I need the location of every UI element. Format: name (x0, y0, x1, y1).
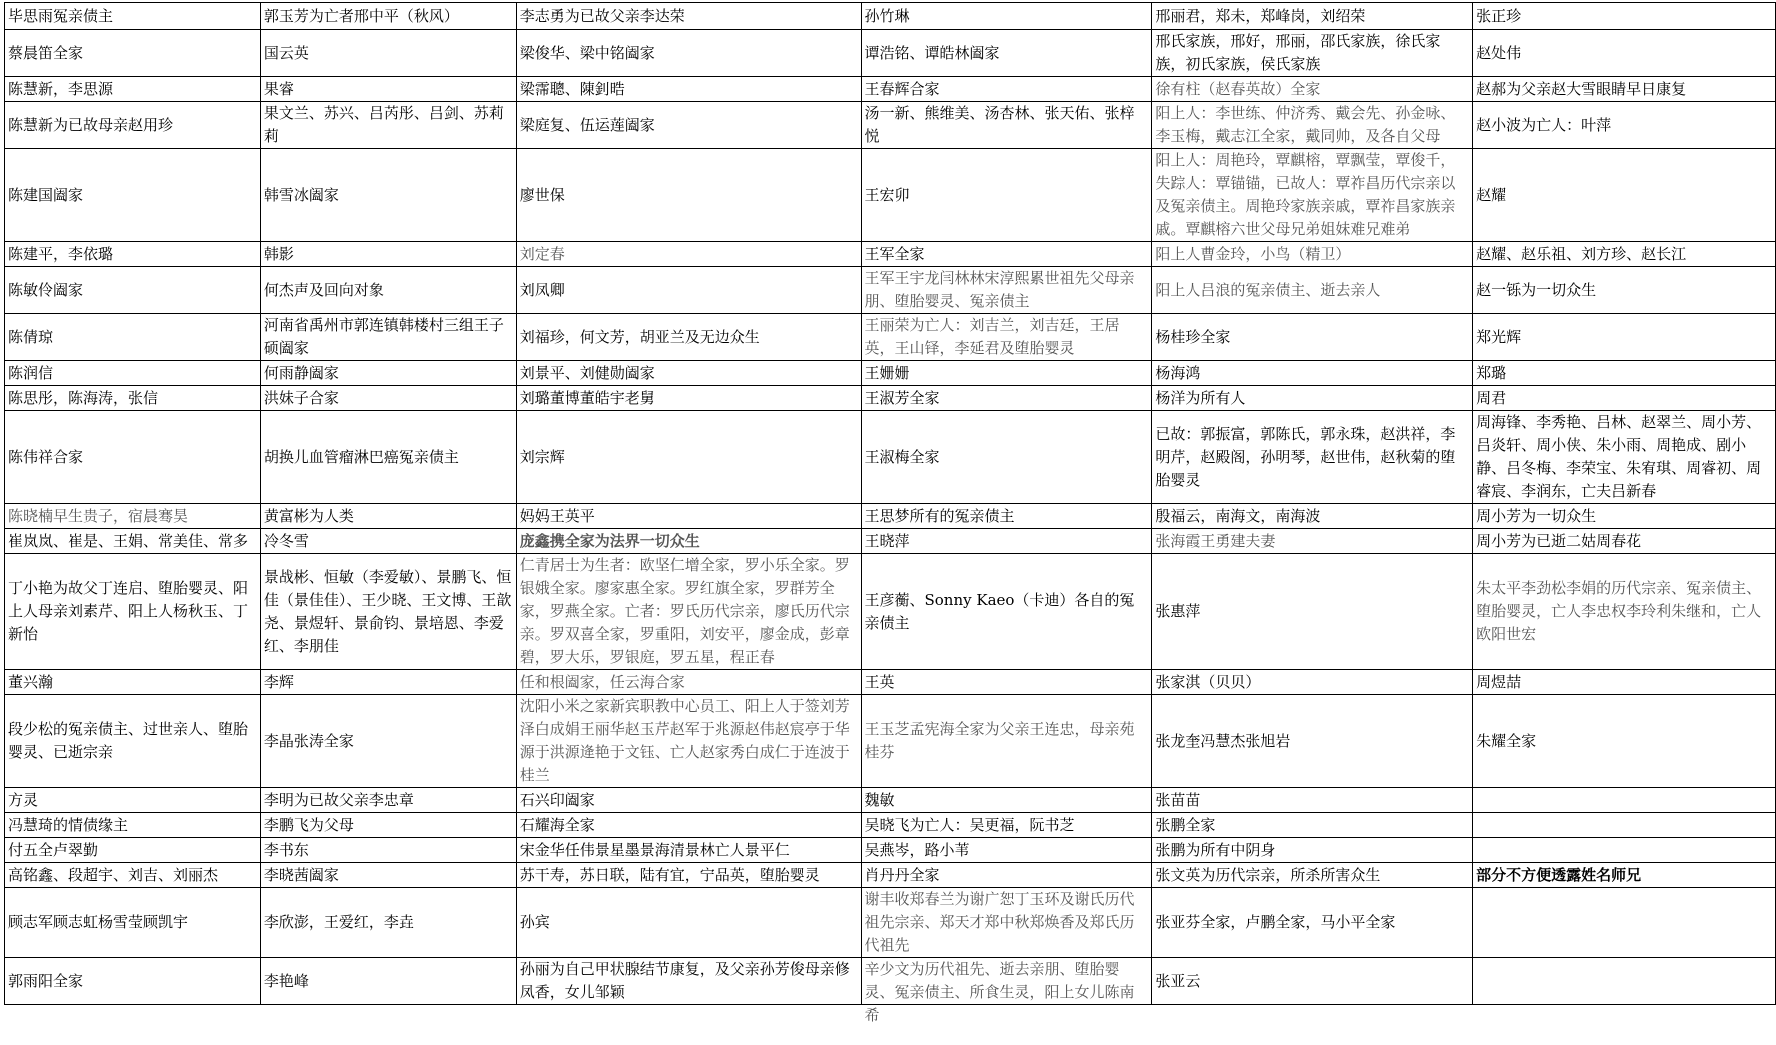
table-row (5, 267, 1776, 314)
table-cell (861, 242, 1152, 267)
cell-text: 部分不方便透露姓名师兄 (1476, 865, 1642, 884)
cell-text: 付五全卢翠勤 (8, 840, 99, 859)
table-cell (516, 386, 861, 411)
cell-text: 李艳峰 (263, 971, 309, 990)
cell-text: 魏敏 (864, 790, 895, 809)
table-cell (1152, 958, 1473, 1005)
table-cell (1152, 386, 1473, 411)
table-cell (260, 314, 516, 361)
table-cell (516, 529, 861, 554)
table-cell (5, 529, 261, 554)
cell-text: 刘福珍，何文芳，胡亚兰及无边众生 (519, 327, 760, 346)
cell-text: 吴燕岑，路小苇 (864, 840, 970, 859)
table-row (5, 529, 1776, 554)
cell-text: 吴晓飞为亡人：吴更福，阮书芝 (864, 815, 1075, 834)
table-cell (861, 838, 1152, 863)
cell-text: 刘定春 (519, 244, 565, 263)
table-row (5, 102, 1776, 149)
table-cell (5, 361, 261, 386)
cell-text: 沈阳小米之家新宾职教中心员工、阳上人于签刘芳泽白成娟王丽华赵玉芹赵军于兆源赵伟赵宸亭于华源于洪源逄艳于文钰、亡人赵家秀白成仁于连波于桂兰 (519, 697, 850, 784)
table-row (5, 77, 1776, 102)
cell-text: 张海霞王勇建夫妻 (1155, 531, 1276, 550)
cell-text: 邢丽君，郑未，郑峰岗，刘绍荣 (1155, 6, 1366, 25)
cell-text: 宋金华任伟景星墨景海清景林亡人景平仁 (519, 840, 790, 859)
cell-text: 李明为已故父亲李忠章 (263, 790, 414, 809)
cell-text: 孙丽为自己甲状腺结节康复，及父亲孙芳俊母亲修凤香，女儿邹颖 (519, 960, 850, 1001)
table-cell (516, 77, 861, 102)
table-row (5, 788, 1776, 813)
table-cell (5, 695, 261, 788)
table-cell (260, 529, 516, 554)
cell-text: 刘璐董博董皓宇老舅 (519, 388, 655, 407)
table-cell (861, 102, 1152, 149)
table-cell (1152, 77, 1473, 102)
table-cell (260, 361, 516, 386)
table-cell (1152, 788, 1473, 813)
table-row (5, 242, 1776, 267)
table-cell (1473, 888, 1776, 958)
cell-text: 景战彬、恒敏（李爱敏）、景鹏飞、恒佳（景佳佳）、王少晓、王文博、王歆尧、景煜轩、景俞钧、景培恩、李爱红、李朋佳 (263, 567, 512, 655)
table-cell (516, 813, 861, 838)
cell-text: 李欣澎，王爱红，李垚 (263, 913, 414, 931)
table-cell (1152, 102, 1473, 149)
table-row (5, 149, 1776, 242)
cell-text: 孙竹琳 (864, 6, 910, 25)
table-cell (260, 102, 516, 149)
cell-text: 王淑芳全家 (864, 388, 940, 407)
table-cell (1152, 30, 1473, 77)
table-cell (1152, 314, 1473, 361)
table-cell (5, 242, 261, 267)
cell-text: 河南省禹州市郭连镇韩楼村三组王子硕阖家 (263, 316, 504, 357)
table-row (5, 361, 1776, 386)
cell-text: 已故：郭振富，郭陈氏，郭永珠，赵洪祥，李明芹，赵殿阁，孙明琴，赵世伟，赵秋菊的堕胎婴灵 (1155, 424, 1456, 489)
cell-text: 王姗姗 (864, 363, 910, 382)
cell-text: 洪妹子合家 (263, 388, 339, 407)
table-cell (260, 3, 516, 30)
table-cell (260, 670, 516, 695)
table-cell (1152, 361, 1473, 386)
table-body (5, 3, 1776, 1024)
cell-text: 周海锋、李秀艳、吕林、赵翠兰、周小芳、吕炎轩、周小侠、朱小雨、周艳成、剧小静、吕冬梅、李荣宝、朱宥琪、周睿初、周睿宸、李润东，亡夫吕新春 (1476, 413, 1762, 500)
table-cell (516, 361, 861, 386)
table-cell (1152, 554, 1473, 670)
table-cell (1473, 30, 1776, 77)
cell-text: 陈伟祥合家 (8, 447, 84, 466)
cell-text: 果睿 (263, 79, 294, 98)
table-cell (1152, 411, 1473, 504)
table-cell (1473, 554, 1776, 670)
cell-text: 张鹏全家 (1155, 815, 1216, 834)
table-row (5, 695, 1776, 788)
table-row (5, 3, 1776, 30)
cell-text: 胡换儿血管瘤淋巴癌冤亲债主 (263, 447, 459, 466)
cell-text: 谭浩铭、谭皓林阖家 (864, 43, 1000, 62)
table-cell (260, 386, 516, 411)
table-row (5, 554, 1776, 670)
table-cell (516, 149, 861, 242)
table-cell (1473, 314, 1776, 361)
cell-text: 杨洋为所有人 (1155, 388, 1246, 407)
table-cell (516, 958, 861, 1005)
table-cell (516, 102, 861, 149)
cell-text: 庞鑫携全家为法界一切众生 (519, 531, 700, 550)
table-cell (1473, 267, 1776, 314)
cell-text: 赵小波为亡人：叶萍 (1476, 115, 1612, 134)
table-cell (1152, 242, 1473, 267)
table-row (5, 411, 1776, 504)
cell-text: 张文英为历代宗亲，所杀所害众生 (1155, 865, 1381, 884)
table-cell (1152, 3, 1473, 30)
cell-text: 何雨静阖家 (263, 363, 339, 382)
table-cell (516, 504, 861, 529)
table-cell (861, 149, 1152, 242)
cell-text: 张亚云 (1155, 971, 1201, 990)
cell-text: 张惠萍 (1155, 602, 1201, 620)
cell-text: 赵郝为父亲赵大雪眼睛早日康复 (1476, 79, 1687, 98)
table-cell (516, 838, 861, 863)
cell-text: 崔岚岚、崔是、王娟、常美佳、常多 (8, 531, 249, 550)
cell-text: 阳上人：李世练、仲济秀、戴会先、孙金咏、李玉梅，戴志江全家，戴同帅，及各自父母 (1155, 104, 1456, 145)
cell-text: 王玉芝孟宪海全家为父亲王连忠，母亲苑桂芬 (864, 720, 1135, 761)
cell-text: 阳上人曹金玲，小鸟（精卫） (1155, 244, 1351, 263)
cell-text: 刘凤卿 (519, 280, 565, 299)
cell-text: 张家淇（贝贝） (1155, 672, 1261, 691)
table-cell (861, 314, 1152, 361)
cell-text: 赵耀、赵乐祖、刘方珍、赵长江 (1476, 244, 1687, 263)
cell-text: 陈晓楠早生贵子，宿晨骞昊 (8, 506, 189, 525)
table-cell (260, 411, 516, 504)
table-cell (1473, 529, 1776, 554)
cell-text: 妈妈王英平 (519, 506, 595, 525)
table-cell (5, 838, 261, 863)
table-row (5, 958, 1776, 1005)
cell-text: 郑璐 (1476, 363, 1507, 382)
table-cell (260, 149, 516, 242)
table-cell (1152, 838, 1473, 863)
table-cell (260, 695, 516, 788)
cell-text: 周小芳为已逝二姑周春花 (1476, 531, 1642, 550)
cell-text: 张正珍 (1476, 6, 1522, 25)
cell-text: 朱耀全家 (1476, 731, 1537, 750)
table-row (5, 838, 1776, 863)
table-cell (516, 670, 861, 695)
cell-text: 陈慧新为已故母亲赵用珍 (8, 115, 174, 134)
table-cell (260, 30, 516, 77)
table-row (5, 863, 1776, 888)
table-cell (861, 695, 1152, 788)
table-cell (861, 3, 1152, 30)
cell-text: 王军全家 (864, 244, 925, 263)
table-cell (5, 3, 261, 30)
table-cell (516, 30, 861, 77)
cell-text: 方灵 (8, 790, 39, 809)
cell-text: 廖世保 (519, 185, 565, 204)
table-cell (5, 411, 261, 504)
table-cell (861, 554, 1152, 670)
table-cell (1473, 411, 1776, 504)
table-cell (1473, 3, 1776, 30)
table-row (5, 386, 1776, 411)
cell-text: 石耀海全家 (519, 815, 595, 834)
cell-text: 王彦蘅、Sonny Kaeo（卡迪）各自的冤亲债主 (864, 590, 1135, 632)
table-cell (516, 314, 861, 361)
cell-text: 李鹏飞为父母 (263, 815, 354, 834)
table-cell (861, 386, 1152, 411)
table-cell (5, 386, 261, 411)
cell-text: 高铭鑫、段超宇、刘吉、刘丽杰 (8, 865, 219, 884)
table-cell (1152, 695, 1473, 788)
cell-text: 杨桂珍全家 (1155, 327, 1231, 346)
table-cell (861, 77, 1152, 102)
cell-text: 韩影 (263, 244, 294, 263)
cell-text: 杨海鸿 (1155, 363, 1201, 382)
table-cell (260, 77, 516, 102)
table-cell (260, 888, 516, 958)
cell-text: 张龙奎冯慧杰张旭岩 (1155, 731, 1291, 750)
cell-text: 朱太平李劲松李娟的历代宗亲、冤亲债主、堕胎婴灵，亡人李忠权李玲利朱继和，亡人欧阳世宏 (1476, 579, 1762, 643)
table-cell (861, 813, 1152, 838)
table-cell (1473, 670, 1776, 695)
table-cell (516, 242, 861, 267)
cell-text: 韩雪冰阖家 (263, 185, 339, 204)
cell-text: 张苗苗 (1155, 790, 1201, 809)
cell-text: 王英 (864, 672, 895, 691)
table-cell (516, 411, 861, 504)
table-cell (861, 863, 1152, 888)
table-row (5, 670, 1776, 695)
table-cell (5, 788, 261, 813)
cell-text: 李晓茜阖家 (263, 865, 339, 884)
cell-text: 梁霈聰、陳釗晧 (519, 79, 625, 98)
cell-text: 邢氏家族，邢好，邢丽，邵氏家族，徐氏家族，初氏家族，侯氏家族 (1155, 32, 1441, 73)
table-cell (1152, 888, 1473, 958)
cell-text: 张亚芬全家，卢鹏全家，马小平全家 (1155, 913, 1396, 931)
table-cell (5, 30, 261, 77)
table-cell (1473, 102, 1776, 149)
table-cell (861, 30, 1152, 77)
table-cell (5, 554, 261, 670)
cell-text: 任和根阖家，任云海合家 (519, 672, 685, 691)
cell-text: 汤一新、熊维美、汤杏林、张天佑、张梓悦 (864, 104, 1135, 145)
cell-text: 郑光辉 (1476, 327, 1522, 346)
cell-text: 冯慧琦的情债缘主 (8, 815, 129, 834)
table-cell (260, 838, 516, 863)
cell-text: 周小芳为一切众生 (1476, 506, 1597, 525)
table-cell (260, 504, 516, 529)
table-cell (1473, 77, 1776, 102)
cell-text: 陈敏伶阖家 (8, 280, 84, 299)
cell-text: 王丽荣为亡人：刘吉兰，刘吉廷，王居英，王山铎，李延君及堕胎婴灵 (864, 316, 1120, 357)
table-cell (1152, 504, 1473, 529)
table-cell (1473, 788, 1776, 813)
table-cell (5, 314, 261, 361)
cell-text: 陈慧新，李思源 (8, 79, 114, 98)
cell-text: 陈倩琼 (8, 327, 54, 346)
cell-text: 辛少文为历代祖先、逝去亲朋、堕胎婴灵、冤亲债主、所食生灵，阳上女儿陈南希 (864, 960, 1135, 1024)
table-cell (1473, 813, 1776, 838)
table-cell (861, 529, 1152, 554)
table-cell (861, 958, 1152, 1024)
cell-text: 张鹏为所有中阴身 (1155, 840, 1276, 859)
cell-text: 陈建平，李依璐 (8, 244, 114, 263)
table-cell (516, 788, 861, 813)
cell-text: 刘宗辉 (519, 447, 565, 466)
table-cell (260, 958, 516, 1005)
cell-text: 徐有柱（赵春英故）全家 (1155, 79, 1321, 98)
table-cell (5, 149, 261, 242)
table-cell (861, 888, 1152, 958)
table-cell (516, 888, 861, 958)
cell-text: 陈润信 (8, 363, 54, 382)
cell-text: 孙宾 (519, 913, 550, 931)
cell-text: 阳上人吕浪的冤亲债主、逝去亲人 (1155, 280, 1381, 299)
cell-text: 段少松的冤亲债主、过世亲人、堕胎婴灵、已逝宗亲 (8, 720, 249, 761)
cell-text: 赵一铄为一切众生 (1476, 280, 1597, 299)
name-list-table (4, 2, 1776, 1024)
table-cell (260, 267, 516, 314)
table-cell (1152, 149, 1473, 242)
table-row (5, 888, 1776, 958)
cell-text: 王春辉合家 (864, 79, 940, 98)
table-cell (5, 670, 261, 695)
table-cell (1152, 670, 1473, 695)
cell-text: 李晶张涛全家 (263, 731, 354, 750)
cell-text: 仁青居士为生者：欧坚仁增全家，罗小乐全家。罗银娥全家。廖家惠全家。罗红旗全家，罗群芳全家，罗燕全家。亡者：罗氏历代宗亲，廖氏历代宗亲。罗双喜全家，罗重阳，刘安平，廖金成，彭章碧，罗大乐，罗银庭，罗五星，程正春 (519, 556, 850, 666)
cell-text: 郭雨阳全家 (8, 971, 84, 990)
cell-text: 王晓萍 (864, 531, 910, 550)
table-cell (861, 670, 1152, 695)
table-cell (516, 3, 861, 30)
cell-text: 刘景平、刘健勋阖家 (519, 363, 655, 382)
table-cell (5, 77, 261, 102)
cell-text: 冷冬雪 (263, 531, 309, 550)
cell-text: 李书东 (263, 840, 309, 859)
cell-text: 国云英 (263, 43, 309, 62)
table-cell (1473, 838, 1776, 863)
cell-text: 何杰声及回向对象 (263, 280, 384, 299)
table-cell (5, 813, 261, 838)
table-cell (5, 863, 261, 888)
table-cell (1473, 504, 1776, 529)
cell-text: 殷福云，南海文，南海波 (1155, 506, 1321, 525)
cell-text: 王思梦所有的冤亲债主 (864, 506, 1015, 525)
table-cell (260, 813, 516, 838)
table-cell (861, 267, 1152, 314)
table-cell (516, 554, 861, 670)
cell-text: 石兴印阖家 (519, 790, 595, 809)
cell-text: 苏干寿，苏日联，陆有宜，宁品英，堕胎婴灵 (519, 865, 820, 884)
table-cell (5, 504, 261, 529)
cell-text: 顾志军顾志虹杨雪莹顾凯宇 (8, 913, 189, 931)
cell-text: 郭玉芳为亡者邢中平（秋风） (263, 6, 459, 25)
table-cell (1473, 149, 1776, 242)
table-cell (516, 863, 861, 888)
cell-text: 王军王宇龙闫林林宋淳熙累世祖先父母亲朋、堕胎婴灵、冤亲债主 (864, 269, 1135, 310)
table-cell (5, 958, 261, 1005)
cell-text: 梁庭复、伍运莲阖家 (519, 115, 655, 134)
table-row (5, 314, 1776, 361)
table-cell (5, 267, 261, 314)
table-cell (1152, 529, 1473, 554)
cell-text: 梁俊华、梁中铭阖家 (519, 43, 655, 62)
cell-text: 陈思彤，陈海涛，张信 (8, 388, 159, 407)
cell-text: 赵耀 (1476, 185, 1507, 204)
cell-text: 毕思雨冤亲债主 (8, 6, 114, 25)
table-cell (260, 554, 516, 670)
table-cell (1152, 813, 1473, 838)
table-row (5, 813, 1776, 838)
table-cell (1152, 863, 1473, 888)
table-cell (1473, 695, 1776, 788)
cell-text: 赵处伟 (1476, 43, 1522, 62)
cell-text: 陈建国阖家 (8, 185, 84, 204)
cell-text: 黄富彬为人类 (263, 506, 354, 525)
table-cell (1473, 242, 1776, 267)
table-cell (516, 267, 861, 314)
table-cell (5, 102, 261, 149)
table-row (5, 30, 1776, 77)
cell-text: 王宏卯 (864, 185, 910, 204)
cell-text: 肖丹丹全家 (864, 865, 940, 884)
cell-text: 李辉 (263, 672, 294, 691)
table-cell (260, 863, 516, 888)
table-cell (260, 788, 516, 813)
table-cell (861, 788, 1152, 813)
table-cell (861, 504, 1152, 529)
cell-text: 李志勇为已故父亲李达荣 (519, 6, 685, 25)
cell-text: 周君 (1476, 388, 1507, 407)
table-cell (861, 361, 1152, 386)
cell-text: 蔡晨笛全家 (8, 43, 84, 62)
table-cell (1473, 361, 1776, 386)
table-cell (1473, 863, 1776, 888)
table-row (5, 504, 1776, 529)
table-cell (5, 888, 261, 958)
table-cell (1473, 958, 1776, 1005)
table-cell (260, 242, 516, 267)
cell-text: 丁小艳为故父丁连启、堕胎婴灵、阳上人母亲刘素芹、阳上人杨秋玉、丁新怡 (8, 579, 249, 643)
cell-text: 董兴瀚 (8, 672, 54, 691)
cell-text: 阳上人：周艳玲，覃麒榕，覃飘莹，覃俊千，失踪人：覃锚锚，已故人：覃祚昌历代宗亲以及冤亲债主。周艳玲家族亲戚，覃祚昌家族亲戚。覃麒榕六世父母兄弟姐妹难兄难弟 (1155, 151, 1456, 238)
table-cell (516, 695, 861, 788)
cell-text: 周煜喆 (1476, 672, 1522, 691)
table-cell (1152, 267, 1473, 314)
table-cell (1473, 386, 1776, 411)
cell-text: 王淑梅全家 (864, 447, 940, 466)
cell-text: 谢丰收郑春兰为谢广恕丁玉环及谢氏历代祖先宗亲、郑天才郑中秋郑焕香及郑氏历代祖先 (864, 890, 1135, 954)
cell-text: 果文兰、苏兴、吕芮彤、吕剑、苏莉莉 (263, 104, 504, 145)
table-cell (861, 411, 1152, 504)
